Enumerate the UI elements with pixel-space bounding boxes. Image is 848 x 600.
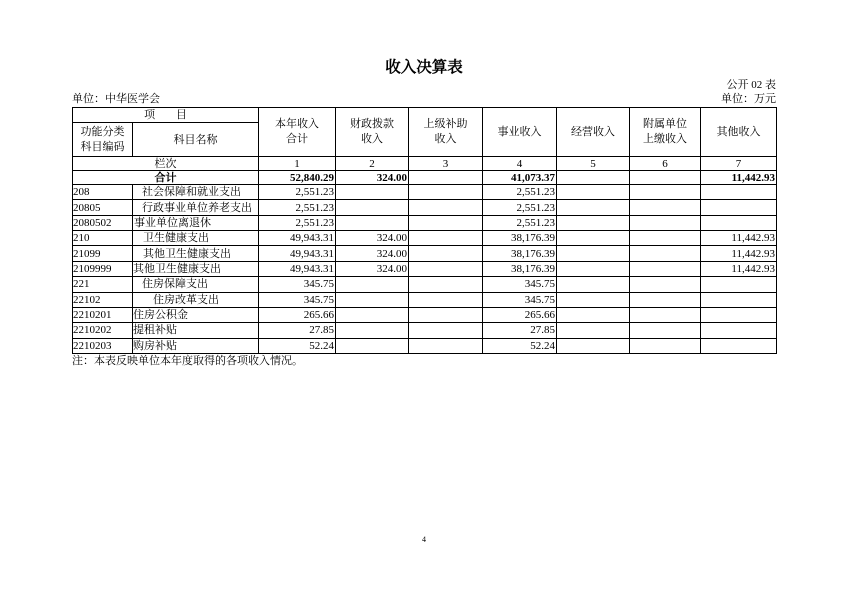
header-operating-income — [557, 108, 630, 157]
total-amount — [557, 171, 630, 185]
subject-code: 210 — [73, 231, 133, 246]
amount-cell — [701, 323, 777, 338]
currency-unit: 单位：万元 — [721, 93, 776, 105]
amount-cell — [409, 215, 483, 230]
amount-cell — [557, 338, 630, 353]
subject-name: 其他卫生健康支出 — [133, 261, 259, 276]
reporting-unit: 单位：中华医学会 — [72, 93, 160, 105]
column-index-label: 栏次 — [73, 157, 259, 171]
table-row — [73, 338, 777, 353]
amount-cell — [630, 292, 701, 307]
amount-cell — [557, 185, 630, 200]
subject-name: 卫生健康支出 — [133, 231, 259, 246]
subject-code: 22102 — [73, 292, 133, 307]
amount-cell: 38,176.39 — [483, 246, 557, 261]
page-title: 收入决算表 — [385, 59, 463, 76]
amount-cell — [336, 292, 409, 307]
column-number: 7 — [701, 157, 777, 171]
amount-cell — [409, 323, 483, 338]
table-row — [73, 261, 777, 276]
table-row — [73, 246, 777, 261]
amount-cell — [557, 246, 630, 261]
header-line: 经营收入 — [571, 125, 615, 138]
subject-code: 20805 — [73, 200, 133, 215]
amount-cell: 38,176.39 — [483, 231, 557, 246]
column-number: 3 — [409, 157, 483, 171]
amount-cell — [336, 338, 409, 353]
amount-cell — [701, 215, 777, 230]
page-number: 4 — [422, 535, 426, 544]
subject-name: 社会保障和就业支出 — [133, 185, 259, 200]
header-line: 其他收入 — [716, 125, 761, 138]
amount-cell: 49,943.31 — [259, 261, 336, 276]
total-amount: 11,442.93 — [701, 171, 777, 185]
total-amount: 52,840.29 — [259, 171, 336, 185]
total-amount — [630, 171, 701, 185]
column-index-row — [73, 157, 777, 171]
total-label: 合计 — [73, 171, 259, 185]
amount-cell: 27.85 — [483, 323, 557, 338]
column-number: 2 — [336, 157, 409, 171]
amount-cell — [630, 200, 701, 215]
amount-cell — [701, 292, 777, 307]
subject-name: 住房公积金 — [133, 307, 259, 322]
amount-cell — [630, 246, 701, 261]
total-amount — [409, 171, 483, 185]
amount-cell — [630, 307, 701, 322]
subject-name: 其他卫生健康支出 — [133, 246, 259, 261]
amount-cell — [409, 185, 483, 200]
column-number: 1 — [259, 157, 336, 171]
header-affiliate-remittance-income — [630, 108, 701, 157]
amount-cell — [409, 246, 483, 261]
header-superior-subsidy-income — [409, 108, 483, 157]
amount-cell: 2,551.23 — [483, 215, 557, 230]
table-row — [73, 292, 777, 307]
header-line: 本年收入 — [275, 118, 319, 130]
amount-cell: 49,943.31 — [259, 246, 336, 261]
amount-cell: 324.00 — [336, 231, 409, 246]
amount-cell — [630, 323, 701, 338]
subject-code: 21099 — [73, 246, 133, 261]
amount-cell — [336, 185, 409, 200]
header-subject-code — [73, 123, 133, 157]
amount-cell: 2,551.23 — [259, 215, 336, 230]
amount-cell — [701, 185, 777, 200]
header-total-income — [259, 108, 336, 157]
subject-name: 购房补贴 — [133, 338, 259, 353]
subject-code: 2109999 — [73, 261, 133, 276]
amount-cell — [557, 200, 630, 215]
table-row — [73, 231, 777, 246]
amount-cell: 345.75 — [483, 292, 557, 307]
subject-name: 提租补贴 — [133, 323, 259, 338]
amount-cell — [336, 200, 409, 215]
subject-name: 住房保障支出 — [133, 277, 259, 292]
amount-cell — [409, 231, 483, 246]
subject-code: 221 — [73, 277, 133, 292]
subject-code: 208 — [73, 185, 133, 200]
subject-code: 2210201 — [73, 307, 133, 322]
amount-cell — [557, 323, 630, 338]
header-line: 上级补助 — [423, 118, 468, 130]
amount-cell — [409, 292, 483, 307]
subject-name: 住房改革支出 — [133, 292, 259, 307]
amount-cell — [701, 307, 777, 322]
amount-cell: 265.66 — [483, 307, 557, 322]
amount-cell — [630, 185, 701, 200]
amount-cell — [409, 261, 483, 276]
amount-cell — [409, 307, 483, 322]
header-line: 事业收入 — [497, 125, 542, 138]
amount-cell — [336, 215, 409, 230]
amount-cell: 265.66 — [259, 307, 336, 322]
amount-cell: 52.24 — [259, 338, 336, 353]
table-row — [73, 323, 777, 338]
header-business-income — [483, 108, 557, 157]
subject-code: 2210202 — [73, 323, 133, 338]
table-row — [73, 307, 777, 322]
amount-cell: 52.24 — [483, 338, 557, 353]
amount-cell: 324.00 — [336, 261, 409, 276]
amount-cell: 11,442.93 — [701, 246, 777, 261]
amount-cell: 11,442.93 — [701, 261, 777, 276]
amount-cell — [557, 307, 630, 322]
amount-cell: 49,943.31 — [259, 231, 336, 246]
subject-code: 2080502 — [73, 215, 133, 230]
amount-cell: 2,551.23 — [483, 185, 557, 200]
amount-cell: 2,551.23 — [259, 200, 336, 215]
header-line: 财政拨款 — [350, 118, 394, 130]
amount-cell: 324.00 — [336, 246, 409, 261]
income-table — [72, 107, 777, 354]
amount-cell — [701, 338, 777, 353]
amount-cell — [557, 277, 630, 292]
amount-cell — [701, 200, 777, 215]
table-note: 注：本表反映单位本年度取得的各项收入情况。 — [72, 355, 303, 367]
amount-cell — [336, 277, 409, 292]
header-other-income — [701, 108, 777, 157]
form-number: 公开 02 表 — [726, 79, 776, 91]
subject-name: 事业单位离退休 — [133, 215, 259, 230]
amount-cell — [557, 292, 630, 307]
amount-cell — [409, 277, 483, 292]
amount-cell: 345.75 — [483, 277, 557, 292]
column-number: 5 — [557, 157, 630, 171]
header-line: 收入 — [434, 133, 457, 145]
amount-cell — [630, 231, 701, 246]
header-line: 科目编码 — [80, 140, 125, 153]
total-amount: 41,073.37 — [483, 171, 557, 185]
amount-cell — [701, 277, 777, 292]
header-fiscal-appropriation-income — [336, 108, 409, 157]
table-row — [73, 277, 777, 292]
header-line: 附属单位 — [643, 118, 687, 130]
amount-cell: 2,551.23 — [483, 200, 557, 215]
table-row — [73, 185, 777, 200]
amount-cell: 345.75 — [259, 277, 336, 292]
amount-cell — [557, 261, 630, 276]
amount-cell: 11,442.93 — [701, 231, 777, 246]
amount-cell: 27.85 — [259, 323, 336, 338]
header-line: 合计 — [286, 133, 308, 145]
table-row — [73, 215, 777, 230]
column-number: 4 — [483, 157, 557, 171]
amount-cell — [557, 215, 630, 230]
subject-code: 2210203 — [73, 338, 133, 353]
amount-cell: 38,176.39 — [483, 261, 557, 276]
header-subject-name: 科目名称 — [133, 123, 259, 157]
amount-cell: 345.75 — [259, 292, 336, 307]
total-row — [73, 171, 777, 185]
amount-cell: 2,551.23 — [259, 185, 336, 200]
amount-cell — [630, 261, 701, 276]
amount-cell — [409, 200, 483, 215]
header-item: 项 目 — [73, 108, 259, 123]
column-number: 6 — [630, 157, 701, 171]
amount-cell — [336, 323, 409, 338]
header-line: 收入 — [361, 133, 383, 145]
amount-cell — [630, 215, 701, 230]
total-amount: 324.00 — [336, 171, 409, 185]
table-row — [73, 200, 777, 215]
amount-cell — [557, 231, 630, 246]
amount-cell — [630, 277, 701, 292]
header-line: 功能分类 — [80, 125, 125, 138]
amount-cell — [409, 338, 483, 353]
header-line: 上缴收入 — [643, 133, 687, 145]
amount-cell — [336, 307, 409, 322]
amount-cell — [630, 338, 701, 353]
header-row — [73, 108, 777, 123]
subject-name: 行政事业单位养老支出 — [133, 200, 259, 215]
